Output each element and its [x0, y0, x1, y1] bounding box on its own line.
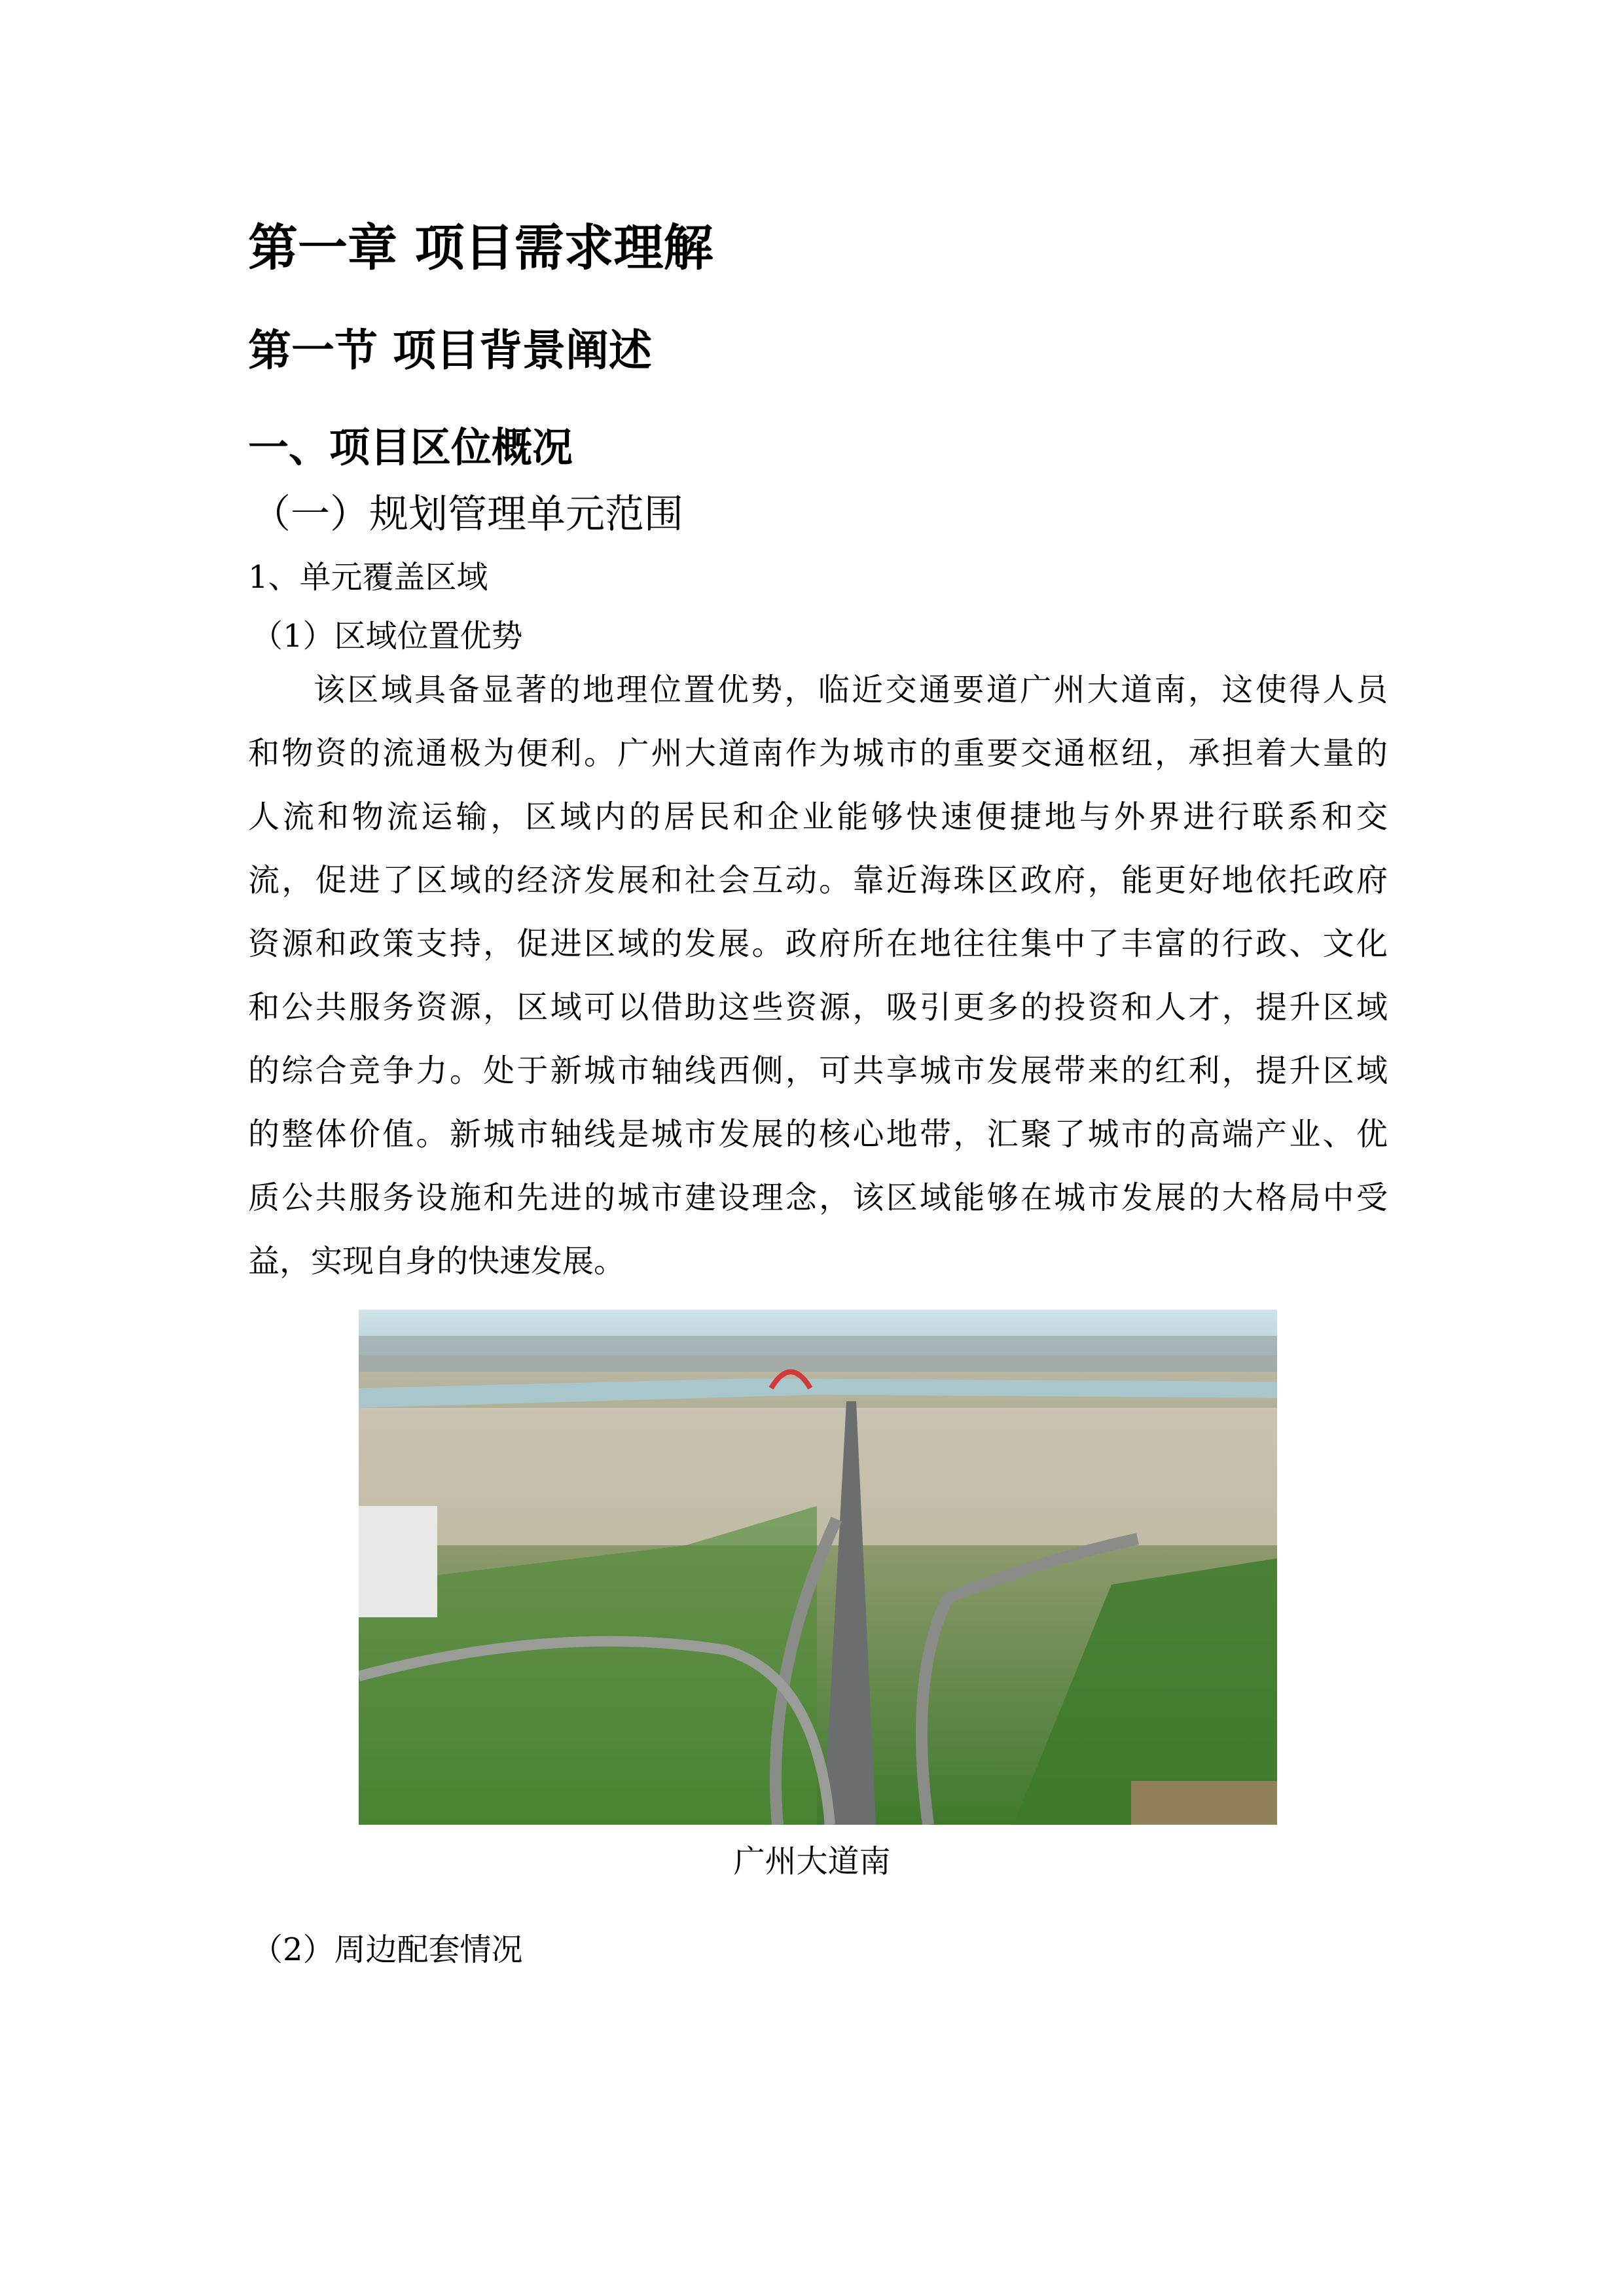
body-paragraph [248, 670, 1388, 1305]
paragraph-line: 人流和物流运输，区域内的居民和企业能够快速便捷地与外界进行联系和交 [248, 798, 1388, 835]
sub-subsection-title: （一）规划管理单元范围 [251, 492, 683, 537]
figure-caption: 广州大道南 [733, 1843, 891, 1880]
paragraph-line: 质公共服务设施和先进的城市建设理念，该区域能够在城市发展的大格局中受 [248, 1179, 1388, 1216]
paragraph-line: 的综合竞争力。处于新城市轴线西侧，可共享城市发展带来的红利，提升区域 [248, 1052, 1388, 1089]
paragraph-line: 和物资的流通极为便利。广州大道南作为城市的重要交通枢纽，承担着大量的 [248, 735, 1388, 772]
paragraph-line: 和公共服务资源，区域可以借助这些资源，吸引更多的投资和人才，提升区域 [248, 989, 1388, 1026]
aerial-photo-guangzhou-avenue-south [359, 1310, 1277, 1825]
paragraph-line: 流，促进了区域的经济发展和社会互动。靠近海珠区政府，能更好地依托政府 [248, 862, 1388, 899]
subsection-title: 一、项目区位概况 [248, 423, 573, 471]
item-heading: 1、单元覆盖区域 [248, 559, 488, 596]
paragraph-line: 资源和政策支持，促进区域的发展。政府所在地往往集中了丰富的行政、文化 [248, 925, 1388, 962]
item-subheading: （1）区域位置优势 [251, 618, 523, 655]
paragraph-line: 该区域具备显著的地理位置优势，临近交通要道广州大道南，这使得人员 [314, 672, 1388, 708]
paragraph-line: 益，实现自身的快速发展。 [248, 1243, 626, 1280]
section-title: 第一节 项目背景阐述 [248, 325, 652, 376]
chapter-title: 第一章 项目需求理解 [248, 219, 713, 277]
paragraph-line: 的整体价值。新城市轴线是城市发展的核心地带，汇聚了城市的高端产业、优 [248, 1116, 1388, 1153]
item-subheading: （2）周边配套情况 [251, 1931, 523, 1968]
